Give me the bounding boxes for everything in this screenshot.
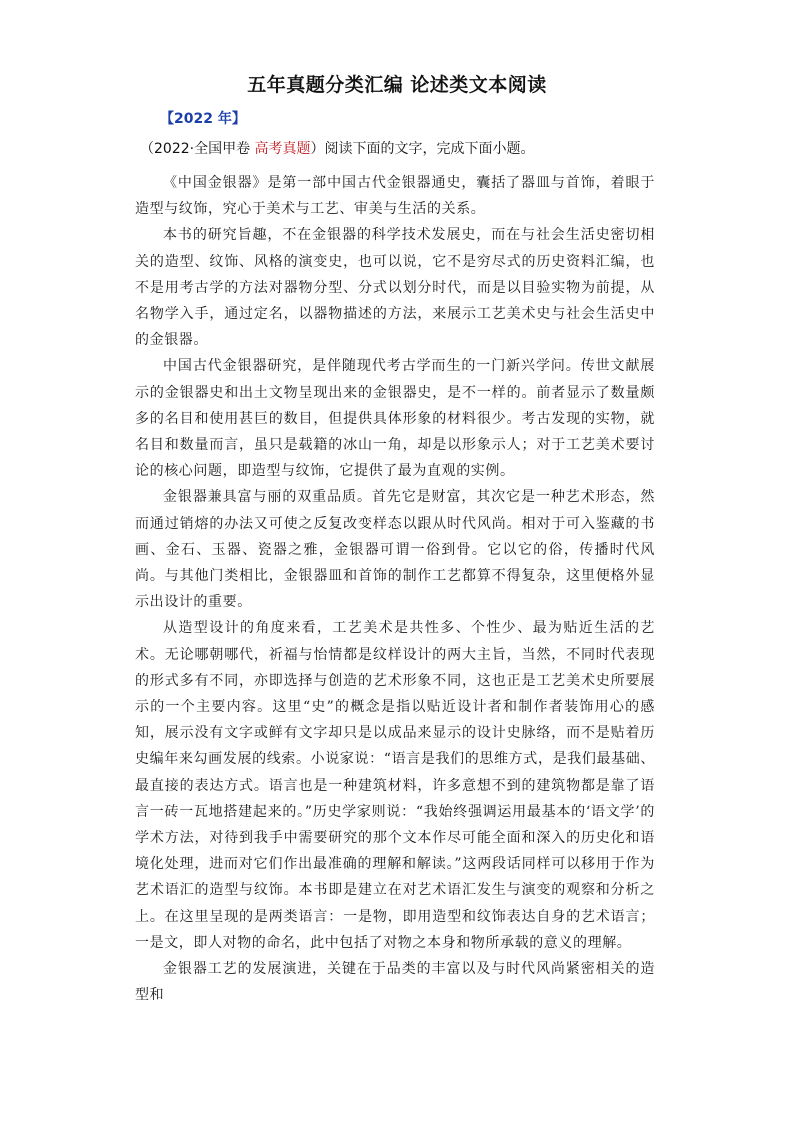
paragraph-4: 金银器兼具富与丽的双重品质。首先它是财富，其次它是一种艺术形态，然而通过销熔的办法又可使之反复改变样态以跟从时代风尚。相对于可入鉴藏的书画、金石、玉器、瓷器之雅，金银器可谓一俗到骨。它以它的俗，传播时代风尚。与其他门类相比，金银器皿和首饰的制作工艺都算不得复杂，这里便格外显示出设计的重要。	[135, 489, 655, 611]
paragraph-1: 《中国金银器》是第一部中国古代金银器通史，囊括了器皿与首饰，着眼于造型与纹饰，究心于美术与工艺、审美与生活的关系。	[135, 175, 655, 218]
document-title: 五年真题分类汇编 论述类文本阅读	[247, 74, 547, 96]
passage-body	[135, 170, 655, 1009]
source-instruction: ）阅读下面的文字，完成下面小题。	[310, 141, 535, 157]
question-source-line	[140, 138, 535, 158]
paragraph-6: 金银器工艺的发展演进，关键在于品类的丰富以及与时代风尚紧密相关的造型和	[135, 961, 655, 1004]
paragraph-5: 从造型设计的角度来看，工艺美术是共性多、个性少、最为贴近生活的艺术。无论哪朝哪代，祈福与怡情都是纹样设计的两大主旨，当然，不同时代表现的形式多有不同，亦即选择与创造的艺术形象不同，这也正是工艺美术史所要展示的一个主要内容。这里“史”的概念是指以贴近设计者和制作者装饰用心的感知，展示没有文字或鲜有文字却只是以成品来显示的设计史脉络，而不是贴着历史编年来勾画发展的线索。小说家说：“语言是我们的思维方式，是我们最基础、最直接的表达方式。语言也是一种建筑材料，许多意想不到的建筑物都是靠了语言一砖一瓦地搭建起来的。”历史学家则说：“我始终强调运用最基本的‘语文学’的学术方法，对待到我手中需要研究的那个文本作尽可能全面和深入的历史化和语境化处理，进而对它们作出最准确的理解和解读。”这两段话同样可以移用于作为艺术语汇的造型与纹饰。本书即是建立在对艺术语汇发生与演变的观察和分析之上。在这里呈现的是两类语言：一是物，即用造型和纹饰表达自身的艺术语言；一是文，即人对物的命名，此中包括了对物之本身和物所承载的意义的理解。	[135, 620, 655, 951]
paragraph-2: 本书的研究旨趣，不在金银器的科学技术发展史，而在与社会生活史密切相关的造型、纹饰、风格的演变史，也可以说，它不是穷尽式的历史资料汇编，也不是用考古学的方法对器物分型、分式以划分时代，而是以目验实物为前提，从名物学入手，通过定名，以器物描述的方法，来展示工艺美术史与社会生活史中的金银器。	[135, 227, 655, 349]
source-prefix: （2022·全国甲卷	[140, 141, 255, 157]
year-tag: 【2022 年】	[160, 111, 246, 127]
source-highlight: 高考真题	[254, 141, 311, 157]
paragraph-3: 中国古代金银器研究，是伴随现代考古学而生的一门新兴学问。传世文献展示的金银器史和出土文物呈现出来的金银器史，是不一样的。前者显示了数量颇多的名目和使用甚巨的数目，但提供具体形象的材料很少。考古发现的实物，就名目和数量而言，虽只是载籍的冰山一角，却是以形象示人；对于工艺美术要讨论的核心问题，即造型与纹饰，它提供了最为直观的实例。	[135, 358, 655, 480]
